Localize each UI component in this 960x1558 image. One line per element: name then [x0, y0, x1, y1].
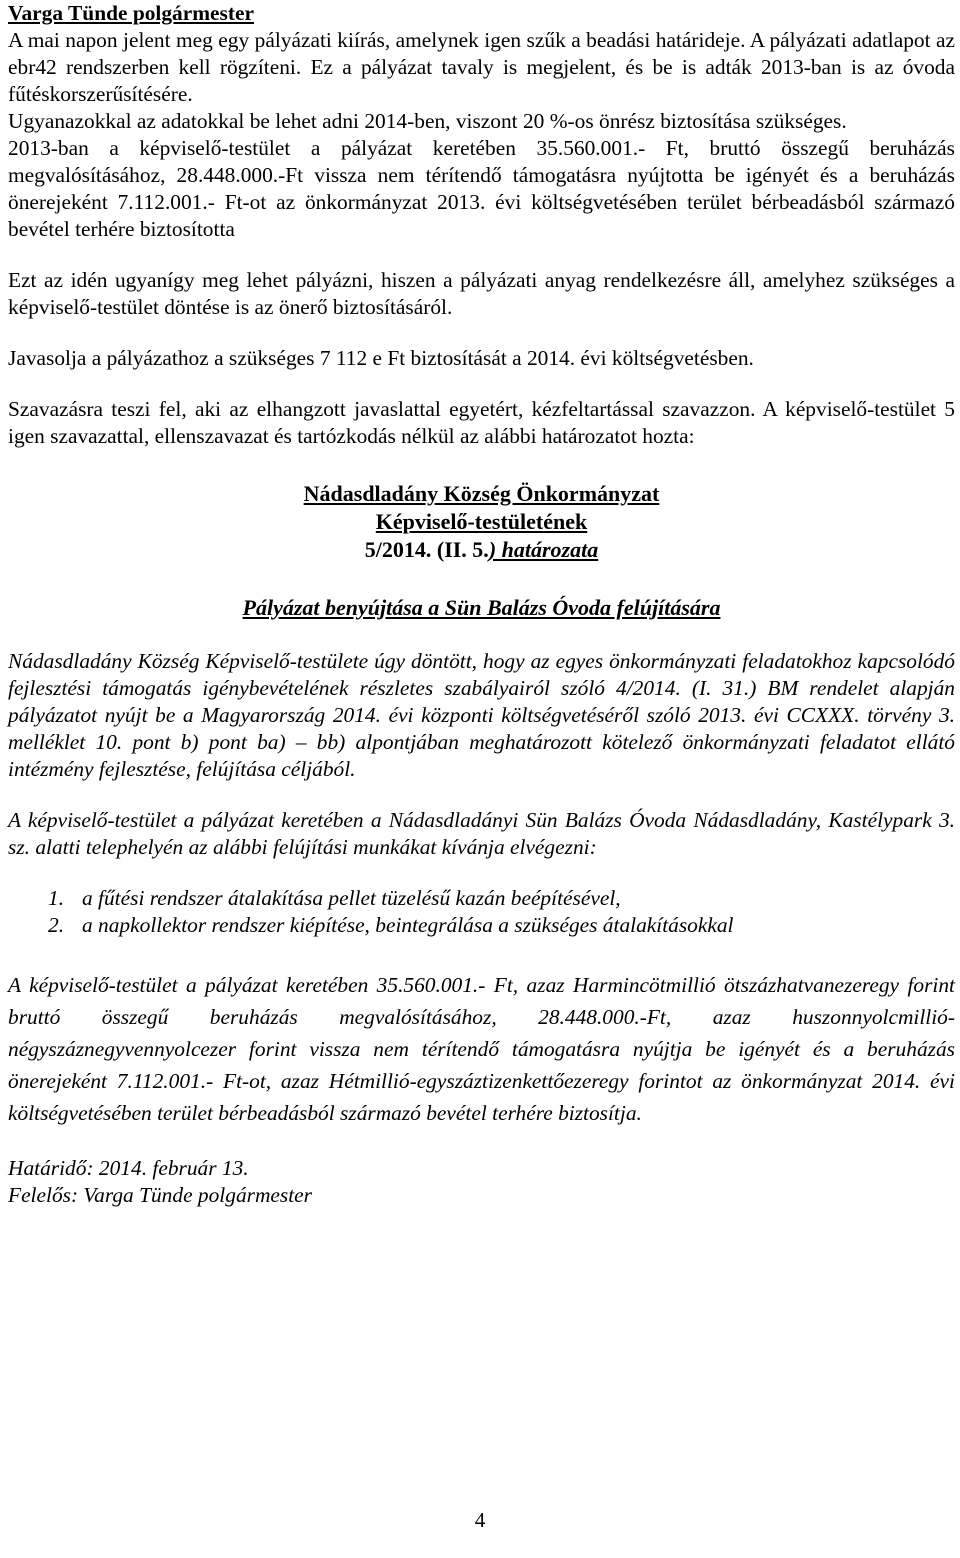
intro-paragraph-3: 2013-ban a képviselő-testület a pályázat keretében 35.560.001.- Ft, bruttó összegű beruházás megvalósításához, 28.448.000.-Ft vissza nem térítendő támogatásra nyújtotta be igényét és a beruházás önerejeként 7.112.001.- Ft-ot az önkormányzat 2013. évi költségvetésében terület bérbeadásból származó bevétel terhére biztosította — [8, 136, 955, 241]
paragraph-application: Ezt az idén ugyanígy meg lehet pályázni, hiszen a pályázati anyag rendelkezésre áll, amelyhez szükséges a képviselő-testület döntése is az önerő biztosításáról. — [8, 268, 955, 319]
paragraph-vote: Szavazásra teszi fel, aki az elhangzott javaslattal egyetért, kézfeltartással szavazzon. A képviselő-testület 5 igen szavazattal, ellenszavazat és tartózkodás nélkül az alábbi határozatot hozta: — [8, 397, 955, 448]
intro-paragraph-1: A mai napon jelent meg egy pályázati kiírás, amelynek igen szűk a beadási határideje. A pályázati adatlapot az ebr42 rendszerben kell rögzíteni. Ez a pályázat tavaly is megjelent, és be is adták 2013-ban is az óvoda fűtéskorszerűsítésére. — [8, 28, 955, 106]
deadline: Határidő: 2014. február 13. — [8, 1156, 249, 1180]
speaker-heading: Varga Tünde polgármester — [8, 1, 254, 25]
resolution-suffix: ) határozata — [488, 537, 599, 562]
list-item: 2. a napkollektor rendszer kiépítése, beintegrálása a szükséges átalakításokkal — [48, 913, 734, 937]
resolution-number-line — [8, 536, 955, 564]
list-item: 1. a fűtési rendszer átalakítása pellet tüzelésű kazán beépítésével, — [48, 886, 621, 910]
intro-paragraph-2: Ugyanazokkal az adatokkal be lehet adni 2014-ben, viszont 20 %-os önrész biztosítása szükséges. — [8, 109, 847, 133]
responsible-person: Felelős: Varga Tünde polgármester — [8, 1183, 312, 1207]
resolution-paragraph-2: A képviselő-testület a pályázat keretében a Nádasdladányi Sün Balázs Óvoda Nádasdladány, Kastélypark 3. sz. alatti telephelyén az alábbi felújítási munkákat kívánja elvégezni: — [8, 808, 955, 859]
page-number: 4 — [474, 1508, 486, 1532]
resolution-issuer: Nádasdladány Község Önkormányzat — [303, 481, 660, 506]
resolution-paragraph-3: A képviselő-testület a pályázat keretében 35.560.001.- Ft, azaz Harmincötmillió ötszázhatvanezeregy forint bruttó összegű beruházás megvalósításához, 28.448.000.-Ft, azaz huszonnyolcmillió-négyszáznegyvennyolcezer forint vissza nem térítendő támogatásra nyújtja be igényét és a beruházás önerejeként 7.112.001.- Ft-ot, azaz Hétmillió-egyszáztizenkettőezeregy forintot az önkormányzat 2014. évi költségvetésében terület bérbeadásból származó bevétel terhére biztosítja. — [8, 973, 955, 1125]
resolution-body: Képviselő-testületének — [375, 509, 588, 534]
paragraph-proposal: Javasolja a pályázathoz a szükséges 7 112 e Ft biztosítását a 2014. évi költségvetésben. — [8, 346, 754, 370]
resolution-number: 5/2014. (II. 5. — [364, 537, 489, 562]
document-page — [8, 0, 955, 1209]
works-list — [8, 885, 955, 939]
resolution-paragraph-1: Nádasdladány Község Képviselő-testülete úgy döntött, hogy az egyes önkormányzati feladatokhoz kapcsolódó fejlesztési támogatás igénybevételének részletes szabályairól szóló 4/2014. (I. 31.) BM rendelet alapján pályázatot nyújt be a Magyarország 2014. évi központi költségvetéséről szóló 2013. évi CCXXX. törvény 3. melléklet 10. pont b) pont ba) – bb) alpontjában meghatározott kötelező önkormányzati feladatot ellátó intézmény fejlesztése, felújítása céljából. — [8, 649, 955, 781]
resolution-title: Pályázat benyújtása a Sün Balázs Óvoda felújítására — [242, 595, 721, 620]
